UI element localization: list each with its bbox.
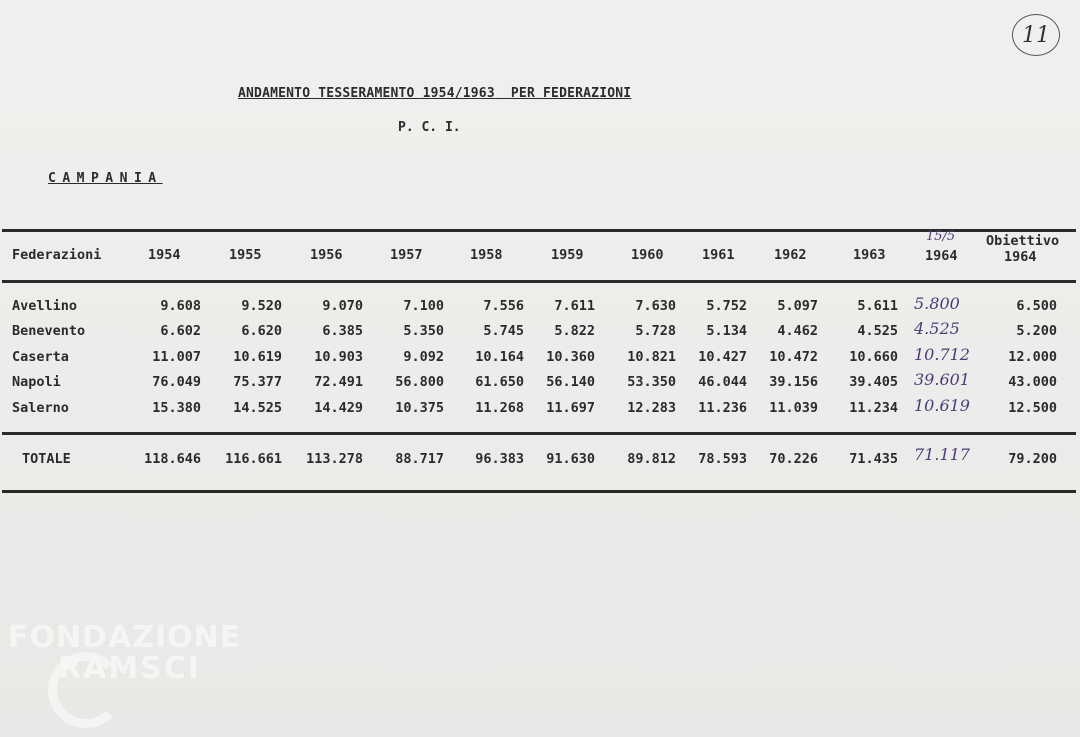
table-cell: 11.268 (475, 400, 524, 416)
table-cell: 72.491 (314, 374, 363, 390)
table-cell: 11.039 (769, 400, 818, 416)
target-value: 12.500 (1008, 400, 1057, 416)
header-federazioni: Federazioni (12, 247, 102, 263)
total-target: 79.200 (1008, 451, 1057, 467)
table-cell: 10.164 (475, 349, 524, 365)
table-cell: 12.283 (627, 400, 676, 416)
table-cell: 39.156 (769, 374, 818, 390)
table-cell: 7.611 (554, 298, 595, 314)
table-cell: 5.822 (554, 323, 595, 339)
row-label: Caserta (12, 349, 69, 365)
table-cell: 56.800 (395, 374, 444, 390)
handwritten-value: 39.601 (914, 370, 970, 389)
header-year-1964: 1964 (925, 248, 958, 264)
target-value: 12.000 (1008, 349, 1057, 365)
total-cell: 70.226 (769, 451, 818, 467)
header-year: 1954 (148, 247, 181, 263)
header-year: 1956 (310, 247, 343, 263)
table-cell: 5.350 (403, 323, 444, 339)
table-cell: 14.525 (233, 400, 282, 416)
handwritten-total: 71.117 (914, 445, 970, 464)
handwritten-value: 5.800 (914, 294, 960, 313)
header-year: 1961 (702, 247, 735, 263)
watermark-logo: FONDAZIONE RAMSCI (8, 620, 242, 686)
total-cell: 88.717 (395, 451, 444, 467)
table-cell: 9.092 (403, 349, 444, 365)
table-cell: 10.821 (627, 349, 676, 365)
table-cell: 75.377 (233, 374, 282, 390)
total-cell: 89.812 (627, 451, 676, 467)
target-value: 5.200 (1016, 323, 1057, 339)
page-number: 11 (1012, 14, 1060, 56)
row-label: Benevento (12, 323, 86, 339)
table-cell: 11.007 (152, 349, 201, 365)
total-cell: 116.661 (225, 451, 282, 467)
table-cell: 7.100 (403, 298, 444, 314)
table-cell: 53.350 (627, 374, 676, 390)
document-title: ANDAMENTO TESSERAMENTO 1954/1963 PER FEDERAZIONI (238, 86, 632, 101)
table-cell: 10.427 (698, 349, 747, 365)
row-label: Avellino (12, 298, 78, 314)
table-cell: 4.462 (777, 323, 818, 339)
total-cell: 96.383 (475, 451, 524, 467)
header-year: 1955 (229, 247, 262, 263)
header-obiettivo-year: 1964 (1004, 249, 1037, 265)
table-cell: 5.745 (483, 323, 524, 339)
table-cell: 15.380 (152, 400, 201, 416)
table-cell: 6.620 (241, 323, 282, 339)
table-cell: 10.619 (233, 349, 282, 365)
table-cell: 76.049 (152, 374, 201, 390)
header-year: 1959 (551, 247, 584, 263)
table-bottom-rule (2, 490, 1076, 493)
handwritten-date: 15/5 (926, 229, 956, 244)
total-top-rule (2, 432, 1076, 435)
table-cell: 46.044 (698, 374, 747, 390)
table-cell: 11.236 (698, 400, 747, 416)
header-year: 1963 (853, 247, 886, 263)
watermark-g-icon (48, 652, 124, 728)
total-cell: 113.278 (306, 451, 363, 467)
table-cell: 5.752 (706, 298, 747, 314)
table-cell: 10.903 (314, 349, 363, 365)
table-cell: 56.140 (546, 374, 595, 390)
table-cell: 9.070 (322, 298, 363, 314)
table-cell: 10.375 (395, 400, 444, 416)
target-value: 6.500 (1016, 298, 1057, 314)
table-cell: 7.556 (483, 298, 524, 314)
total-label: TOTALE (22, 451, 71, 467)
table-cell: 11.697 (546, 400, 595, 416)
table-cell: 5.728 (635, 323, 676, 339)
row-label: Napoli (12, 374, 61, 390)
table-cell: 6.602 (160, 323, 201, 339)
table-cell: 7.630 (635, 298, 676, 314)
table-cell: 9.520 (241, 298, 282, 314)
table-cell: 5.134 (706, 323, 747, 339)
header-year: 1957 (390, 247, 423, 263)
table-cell: 39.405 (849, 374, 898, 390)
header-year: 1962 (774, 247, 807, 263)
total-cell: 118.646 (144, 451, 201, 467)
header-bottom-rule (2, 280, 1076, 283)
total-cell: 78.593 (698, 451, 747, 467)
table-cell: 10.472 (769, 349, 818, 365)
table-top-rule (2, 229, 1076, 232)
table-cell: 5.611 (857, 298, 898, 314)
row-label: Salerno (12, 400, 69, 416)
table-cell: 6.385 (322, 323, 363, 339)
party-label: P. C. I. (398, 120, 461, 135)
table-cell: 10.660 (849, 349, 898, 365)
handwritten-value: 10.712 (914, 345, 970, 364)
target-value: 43.000 (1008, 374, 1057, 390)
table-cell: 4.525 (857, 323, 898, 339)
region-heading: CAMPANIA (48, 171, 163, 186)
total-cell: 91.630 (546, 451, 595, 467)
table-cell: 9.608 (160, 298, 201, 314)
handwritten-value: 10.619 (914, 396, 970, 415)
table-cell: 11.234 (849, 400, 898, 416)
table-cell: 5.097 (777, 298, 818, 314)
table-cell: 61.650 (475, 374, 524, 390)
table-cell: 10.360 (546, 349, 595, 365)
header-year: 1960 (631, 247, 664, 263)
total-cell: 71.435 (849, 451, 898, 467)
handwritten-value: 4.525 (914, 319, 960, 338)
table-cell: 14.429 (314, 400, 363, 416)
header-year: 1958 (470, 247, 503, 263)
header-obiettivo: Obiettivo (986, 233, 1060, 249)
